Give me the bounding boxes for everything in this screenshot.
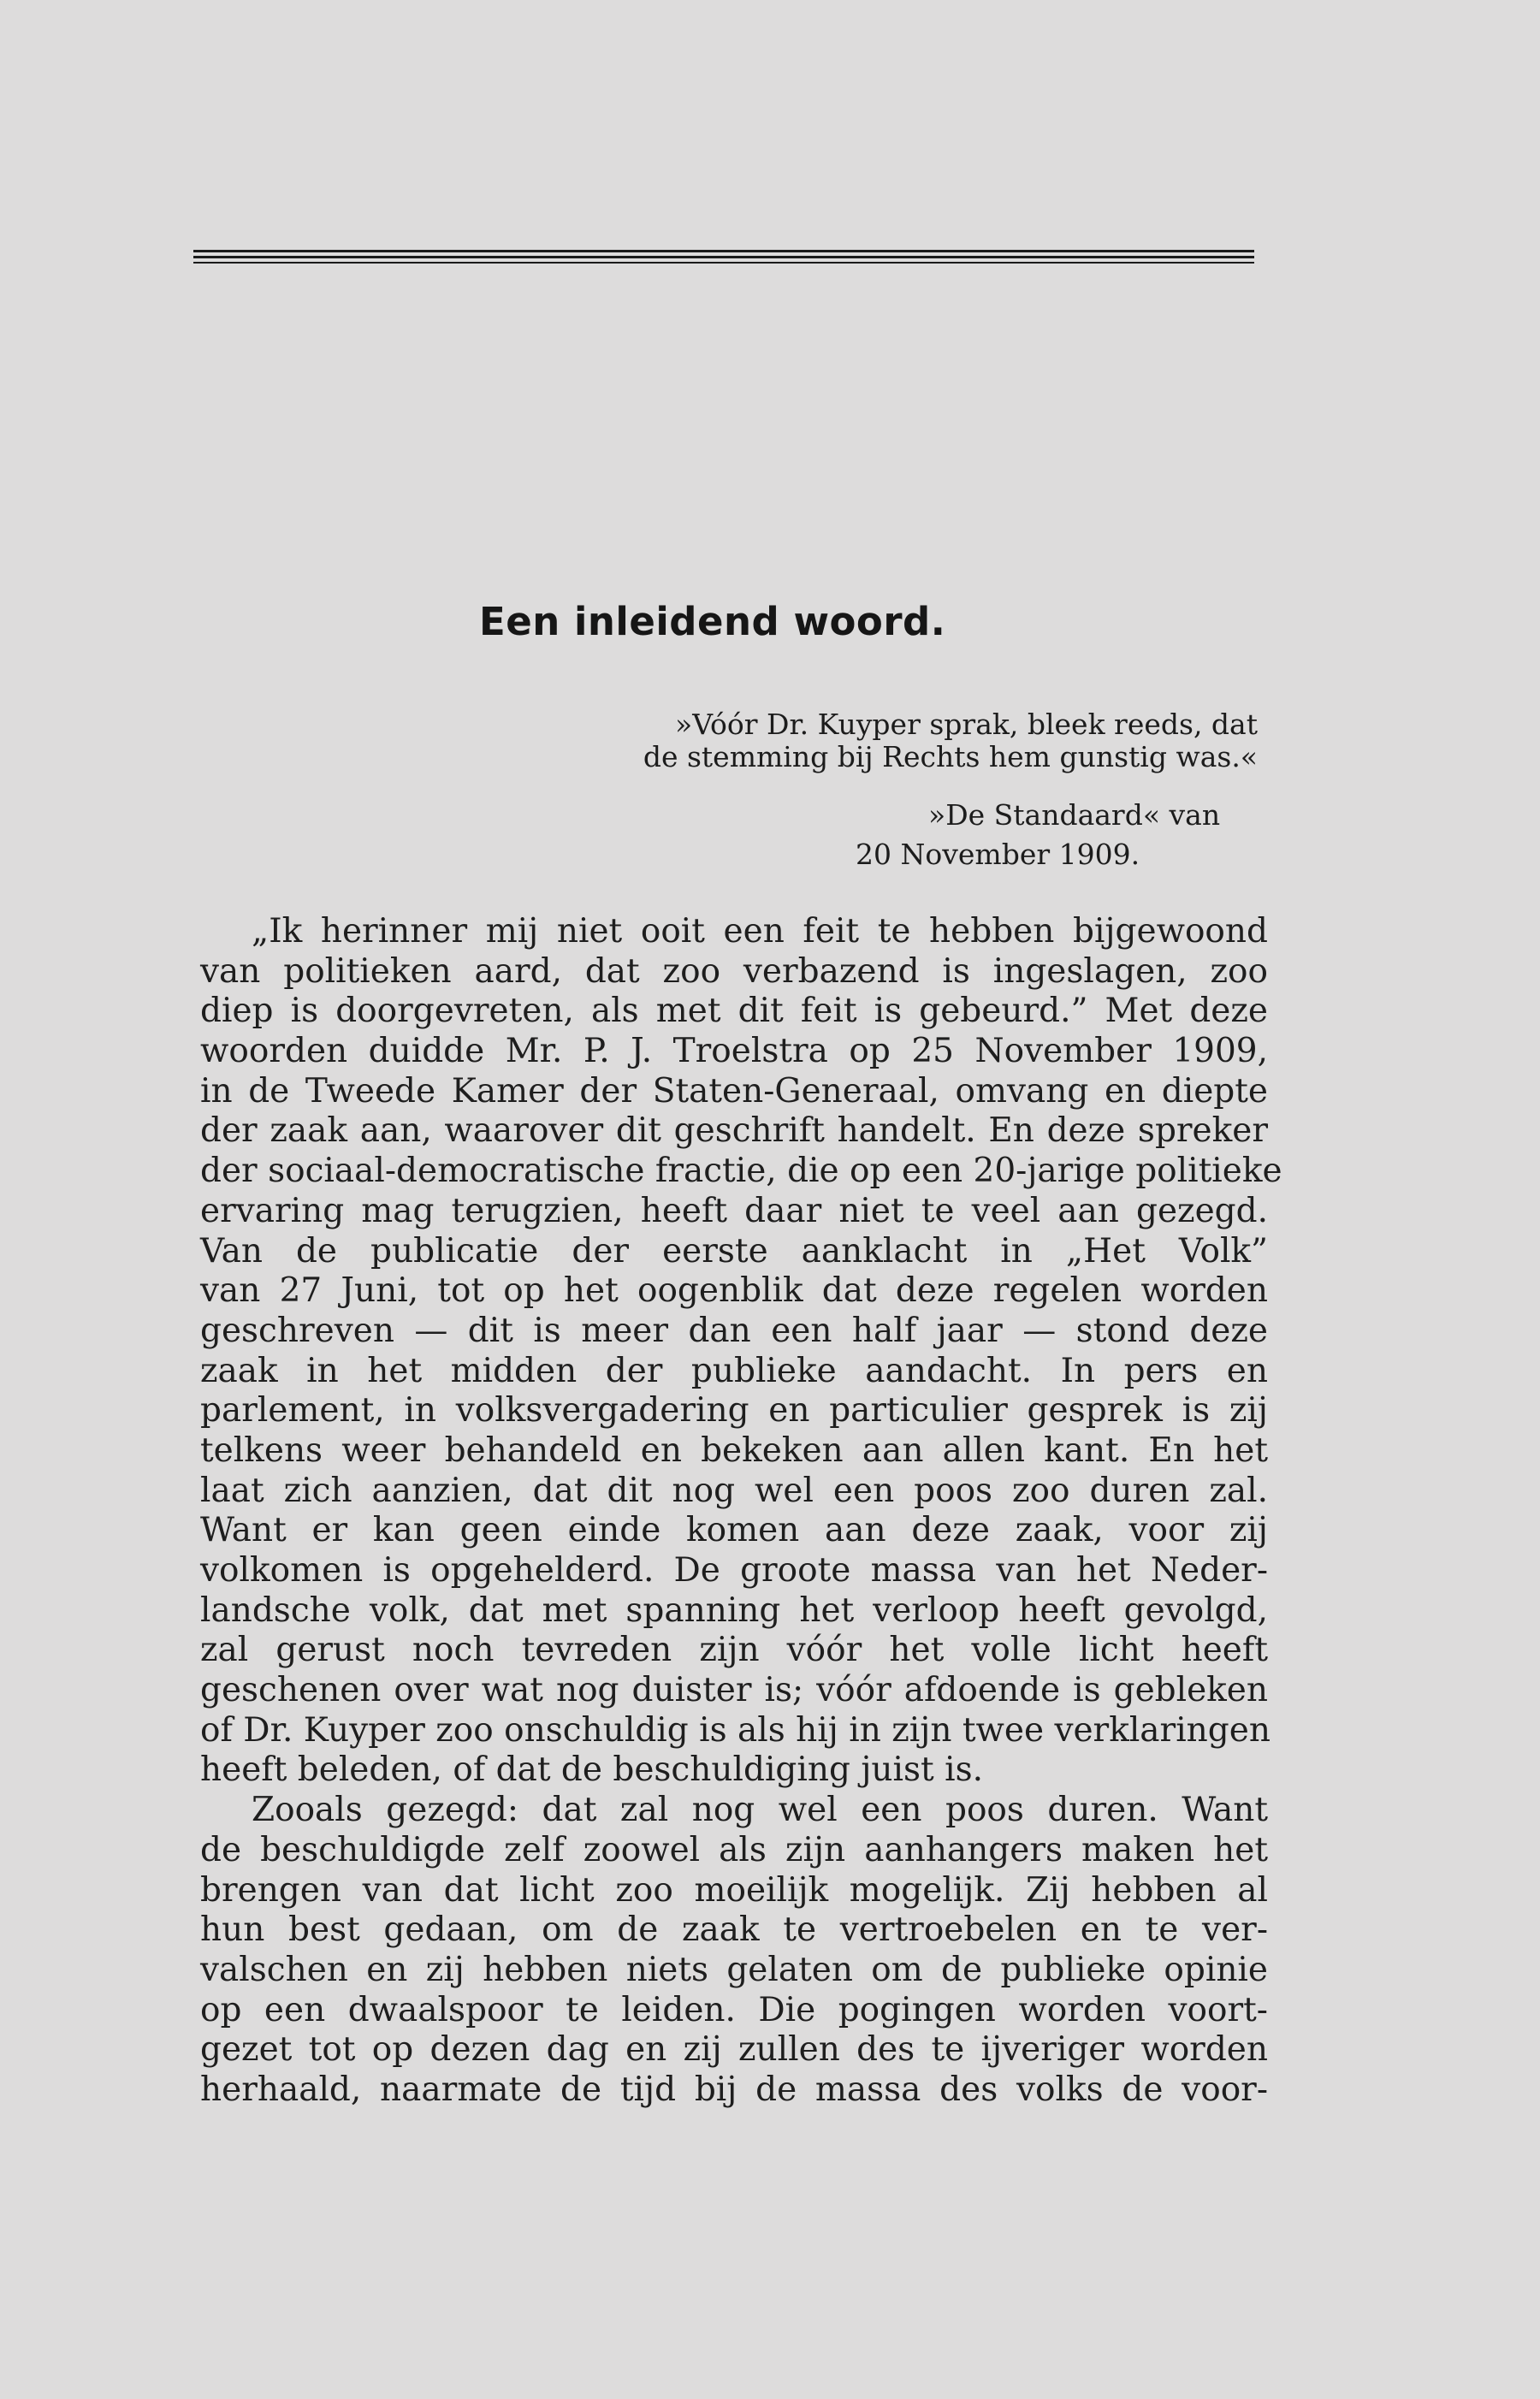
rule-line bbox=[193, 250, 1254, 252]
text-line: heeft beleden, of dat de beschuldiging juist is. bbox=[200, 1750, 983, 1790]
text-line: woorden duidde Mr. P. J. Troelstra op 25 November 1909, bbox=[200, 1032, 1268, 1071]
text-line: op een dwaalspoor te leiden. Die pogingen worden voort- bbox=[200, 1990, 1268, 2029]
source-line: »De Standaard« van bbox=[928, 798, 1221, 832]
text-line: diep is doorgevreten, als met dit feit is gebeurd.” Met deze bbox=[200, 992, 1268, 1031]
epigraph-quote bbox=[599, 708, 1258, 773]
text-line: laat zich aanzien, dat dit nog wel een poos zoo duren zal. bbox=[200, 1471, 1268, 1510]
text-line: ervaring mag terugzien, heeft daar niet te veel aan gezegd. bbox=[200, 1191, 1268, 1230]
text-line: hun best gedaan, om de zaak te vertroebelen en te ver- bbox=[200, 1910, 1268, 1950]
text-line: in de Tweede Kamer der Staten-Generaal, omvang en diepte bbox=[200, 1071, 1268, 1111]
text-line: herhaald, naarmate de tijd bij de massa des volks de voor- bbox=[200, 2070, 1268, 2109]
text-line: van 27 Juni, tot op het oogenblik dat deze regelen worden bbox=[200, 1271, 1268, 1311]
text-line: telkens weer behandeld en bekeken aan allen kant. En het bbox=[200, 1431, 1268, 1470]
text-line: geschreven — dit is meer dan een half jaar — stond deze bbox=[200, 1311, 1268, 1350]
rule-line bbox=[193, 256, 1254, 258]
text-line: de beschuldigde zelf zoowel als zijn aanhangers maken het bbox=[200, 1830, 1268, 1869]
body-text bbox=[200, 912, 1282, 2111]
text-line: brengen van dat licht zoo moeilijk mogelijk. Zij hebben al bbox=[200, 1870, 1268, 1910]
text-line: „Ik herinner mij niet ooit een feit te hebben bijgewoond bbox=[252, 912, 1268, 951]
text-line: Want er kan geen einde komen aan deze zaak, voor zij bbox=[200, 1511, 1268, 1550]
text-line: zaak in het midden der publieke aandacht. In pers en bbox=[200, 1351, 1268, 1390]
text-line: volkomen is opgehelderd. De groote massa van het Neder- bbox=[200, 1551, 1268, 1590]
text-line: parlement, in volksvergadering en particulier gesprek is zij bbox=[200, 1391, 1268, 1431]
text-line: van politieken aard, dat zoo verbazend is ingeslagen, zoo bbox=[200, 951, 1268, 991]
text-line: gezet tot op dezen dag en zij zullen des te ijveriger worden bbox=[200, 2030, 1268, 2070]
source-line: 20 November 1909. bbox=[856, 838, 1140, 871]
paragraph bbox=[200, 1791, 1268, 2111]
text-line: Van de publicatie der eerste aanklacht in „Het Volk” bbox=[200, 1231, 1268, 1271]
text-line: landsche volk, dat met spanning het verloop heeft gevolgd, bbox=[200, 1590, 1268, 1630]
text-line: geschenen over wat nog duister is; vóór afdoende is gebleken bbox=[200, 1671, 1268, 1710]
text-line: zal gerust noch tevreden zijn vóór het volle licht heeft bbox=[200, 1631, 1268, 1670]
text-line: der sociaal-democratische fractie, die op een 20-jarige politieke bbox=[200, 1152, 1282, 1191]
text-line: der zaak aan, waarover dit geschrift handelt. En deze spreker bbox=[200, 1111, 1268, 1151]
text-line: valschen en zij hebben niets gelaten om de publieke opinie bbox=[200, 1950, 1268, 1989]
paragraph bbox=[200, 912, 1282, 1791]
header-double-rule bbox=[193, 250, 1254, 264]
chapter-title: Een inleidend woord. bbox=[479, 599, 946, 644]
epigraph-line: de stemming bij Rechts hem gunstig was.« bbox=[643, 740, 1258, 773]
rule-line bbox=[193, 262, 1254, 264]
text-line: of Dr. Kuyper zoo onschuldig is als hij in zijn twee verklaringen bbox=[200, 1710, 1270, 1750]
epigraph-source bbox=[856, 796, 1241, 874]
epigraph-line: »Vóór Dr. Kuyper sprak, bleek reeds, dat bbox=[675, 708, 1258, 741]
text-line: Zooals gezegd: dat zal nog wel een poos duren. Want bbox=[252, 1791, 1268, 1830]
